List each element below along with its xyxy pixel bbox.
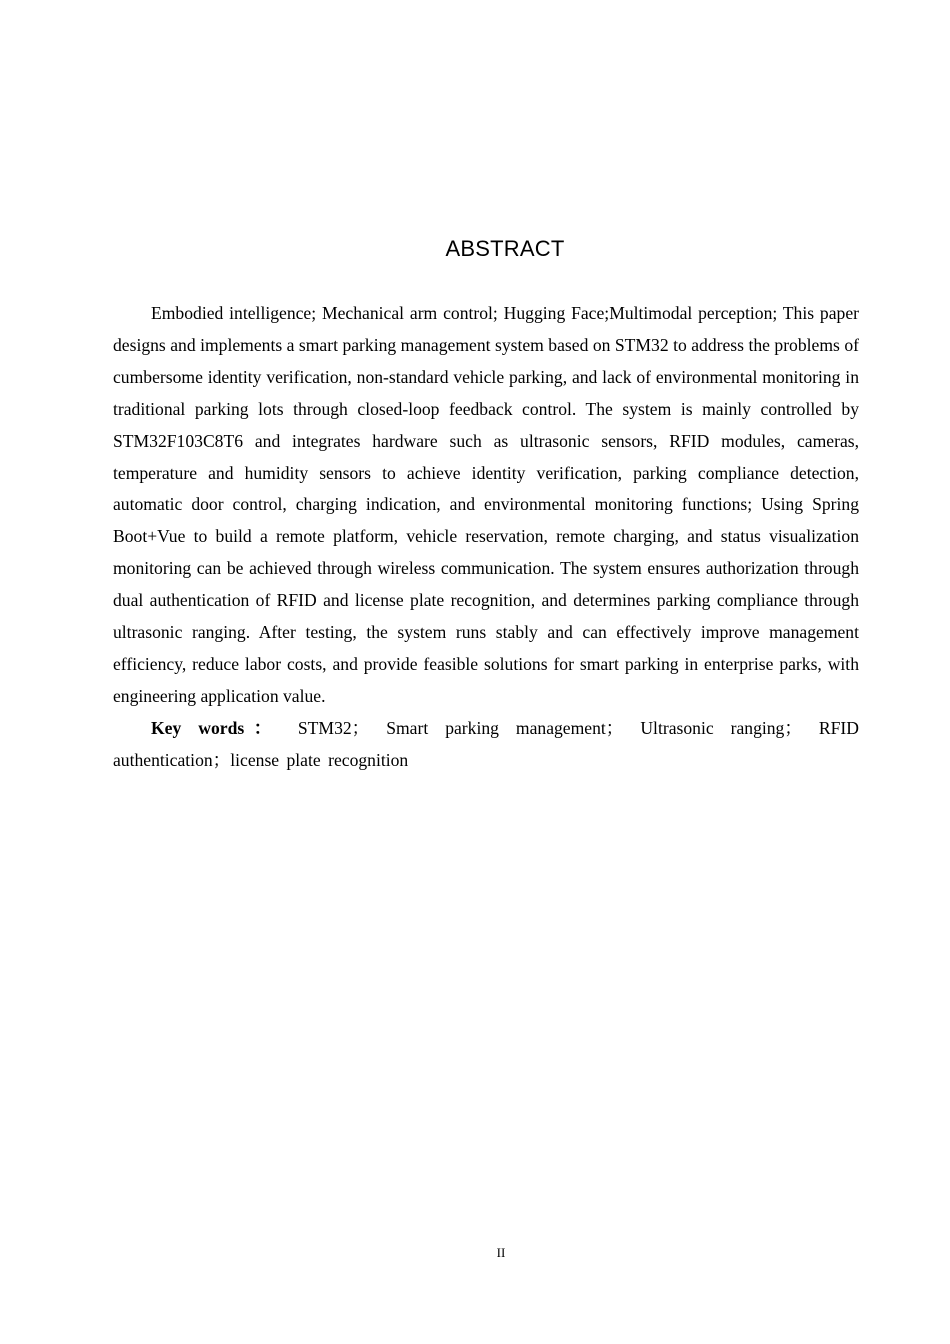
abstract-body — [113, 298, 859, 777]
keywords-list: STM32； Smart parking management； Ultrasonic ranging； RFID authentication；license plate recognition — [113, 717, 859, 770]
keywords-paragraph — [113, 713, 859, 777]
keywords-label: Key words： — [151, 717, 281, 738]
abstract-title: ABSTRACT — [445, 236, 565, 261]
page-number: II — [496, 1245, 506, 1260]
abstract-paragraph: Embodied intelligence; Mechanical arm control; Hugging Face;Multimodal perception; This paper designs and implements a smart parking management system based on STM32 to address the problems of cumbersome identity verification, non-standard vehicle parking, and lack of environmental monitoring in traditional parking lots through closed-loop feedback control. The system is mainly controlled by STM32F103C8T6 and integrates hardware such as ultrasonic sensors, RFID modules, cameras, temperature and humidity sensors to achieve identity verification, parking compliance detection, automatic door control, charging indication, and environmental monitoring functions; Using Spring Boot+Vue to build a remote platform, vehicle reservation, remote charging, and status visualization monitoring can be achieved through wireless communication. The system ensures authorization through dual authentication of RFID and license plate recognition, and determines parking compliance through ultrasonic ranging. After testing, the system runs stably and can effectively improve management efficiency, reduce labor costs, and provide feasible solutions for smart parking in enterprise parks, with engineering application value. — [113, 303, 859, 706]
